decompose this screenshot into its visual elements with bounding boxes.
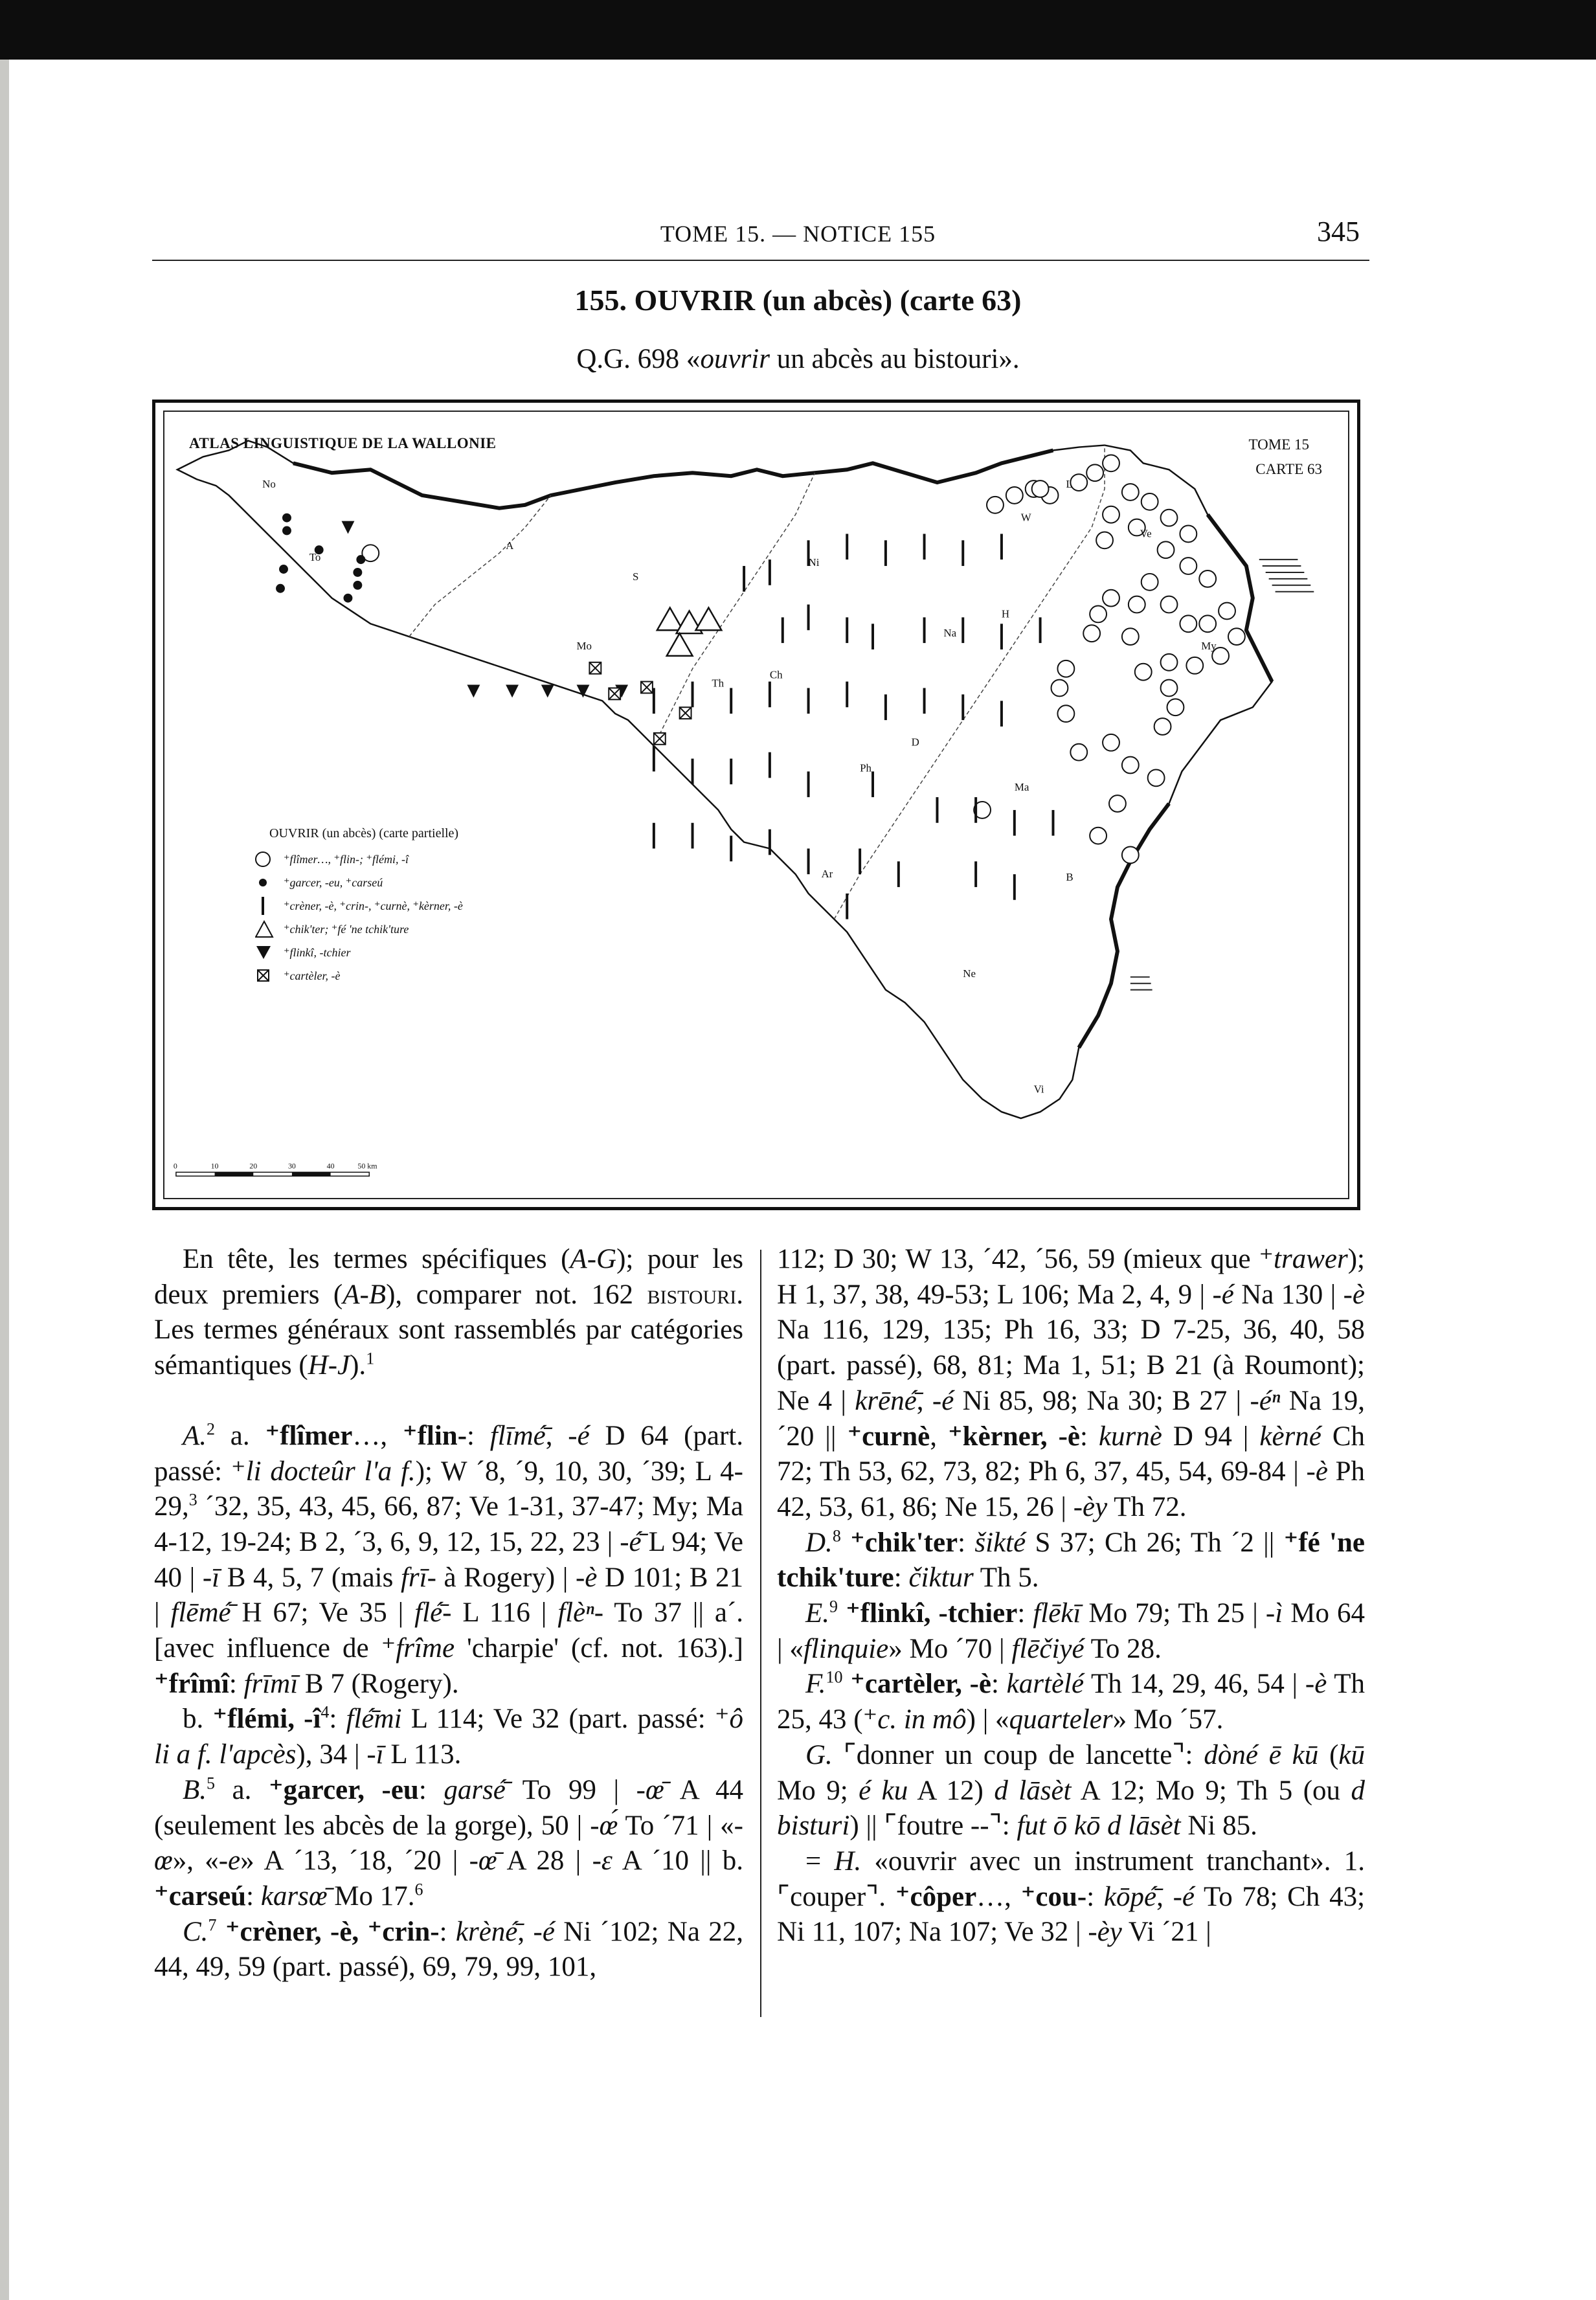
section-c-cont: 112; D 30; W 13, ´42, ´56, 59 (mieux que ⁺trawer); H 1, 37, 38, 49-53; L 106; Ma 2, 4, 9 | -é Na 130 | -è Na 116, 129, 135; Ph 16, 33; D 7-25, 36, 40, 58 (part. passé), 68, 81; Ma 1, 51; B 21 (à Roumont); Ne 4 | krēné̄, -é Ni 85, 98; Na 30; B 27 | -éⁿ Na 19, ´20 || ⁺curnè, ⁺kèrner, -è: kurnè D 94 | kèrné Ch 72; Th 53, 62, 73, 82; Ph 6, 37, 45, 54, 69-84 | -è Ph 42, 53, 61, 86; Ne 15, 26 | -èy Th 72. <box>777 1244 1366 1522</box>
triangle-symbols <box>657 608 721 656</box>
region-label: Ve <box>1140 527 1152 540</box>
map-carte-label: CARTE 63 <box>1255 461 1322 477</box>
region-label: Ne <box>963 967 976 980</box>
intro-paragraph: En tête, les termes spécifiques (A-G); pour les deux premiers (A-B), comparer not. 162 bistouri. Les termes généraux sont rassemblés par catégories sémantiques (H-J).$^1$ <box>154 1244 743 1381</box>
map-legend <box>255 826 463 987</box>
legend-row <box>255 918 463 941</box>
legend-row <box>255 871 463 894</box>
legend-label: ⁺cartèler, -è <box>284 969 341 982</box>
region-label: Ni <box>808 556 820 569</box>
northern-border <box>293 451 1053 508</box>
scale-label: 40 <box>326 1161 335 1171</box>
region-label: H <box>1001 607 1010 620</box>
legend-title: OUVRIR (un abcès) (carte partielle) <box>269 826 459 840</box>
map-tome-label: TOME 15 <box>1248 436 1309 453</box>
filled-dot-icon <box>255 873 277 892</box>
legend-label: ⁺flinkî, -tchier <box>284 945 351 959</box>
region-label: W <box>1020 511 1031 524</box>
section-d: D.$^8$ ⁺chik'ter: šikté S 37; Ch 26; Th ´2 || ⁺fé 'ne tchik'ture: čiktur Th 5. <box>777 1526 1366 1594</box>
scale-label: 20 <box>249 1161 258 1171</box>
region-label: My <box>1201 639 1217 652</box>
region-label: Ma <box>1014 781 1029 794</box>
legend-row <box>255 848 463 871</box>
bar-symbols <box>654 534 1053 919</box>
section-b: B.$^5$ a. ⁺garcer, -eu: garsé̄ To 99 | -œ̄ A 44 (seulement les abcès de la gorge), 50 | -œ́ To ´71 | «-œ», «-e» A ´13, ´18, ´20 | -œ̄ A 28 | -ɛ A ´10 || b. ⁺carseú: karsœ̄ Mo 17.$^6$ <box>154 1774 743 1911</box>
right-column <box>777 1242 1365 1950</box>
notice-title: 155. OUVRIR (un abcès) (carte 63) <box>574 284 1022 317</box>
header-rule <box>152 260 1369 261</box>
open-circle-icon <box>255 850 277 869</box>
left-column <box>154 1242 743 1985</box>
atlas-title: ATLAS LINGUISTIQUE DE LA WALLONIE <box>189 435 497 451</box>
section-a: A.$^2$ a. ⁺flîmer…, ⁺flin-: flīmé̄, -é D 64 (part. passé: ⁺li docteûr l'a f.); W ´8, ´9, 10, 30, ´39; L 4-29,$^3$ ´32, 35, 43, 45, 66, 87; Ve 1-31, 37-47; My; Ma 4-12, 19-24; B 2, ´3, 6, 9, 12, 15, 22, 23 | -é̄ L 94; Ve 40 | -ī B 4, 5, 7 (mais frī- à Rogery) | -è D 101; B 21 | flēmé̄ H 67; Ve 35 | flé̄- L 116 | flèⁿ- To 37 || a´. [avec influence de ⁺frîme 'charpie' (cf. not. 163).] ⁺frîmî: frīmī B 7 (Rogery). <box>154 1419 744 1699</box>
legend-label: ⁺garcer, -eu, ⁺carseú <box>284 875 383 889</box>
legend-label: ⁺crèner, -è, ⁺crin-, ⁺curnè, ⁺kèrner, -è <box>284 899 463 912</box>
section-c: C.$^7$ ⁺crèner, -è, ⁺crin-: krèné̄, -é Ni ´102; Na 22, 44, 49, 59 (part. passé), 69, 79, 99, 101, <box>154 1915 744 1983</box>
region-label: Th <box>712 677 725 690</box>
circle-symbols <box>362 455 1245 863</box>
legend-row <box>255 964 463 987</box>
legend-label: ⁺chik'ter; ⁺fé 'ne tchik'ture <box>284 922 409 936</box>
section-h: = H. «ouvrir avec un instrument tranchant». 1. ⌜couper⌝. ⁺côper…, ⁺cou-: kōpé̄, -é To 78; Ch 43; Ni 11, 107; Na 107; Ve 32 | -èy Vi ´21 | <box>777 1845 1366 1948</box>
scale-label: 10 <box>210 1161 219 1171</box>
section-f: F.$^{10}$ ⁺cartèler, -è: kartèlé Th 14, 29, 46, 54 | -è Th 25, 43 (⁺c. in mô) | «quarteler» Mo ´57. <box>777 1668 1365 1735</box>
region-label: A <box>506 539 514 552</box>
scale-label: 50 km <box>357 1161 377 1171</box>
map-drawing <box>164 412 1348 1198</box>
province-boundary <box>409 495 551 637</box>
region-labels <box>262 478 1217 1095</box>
region-label: To <box>309 551 321 564</box>
region-label: Ph <box>860 761 871 774</box>
section-g: G. ⌜donner un coup de lancette⌝: dòné ē kū (kū Mo 9; é ku A 12) d lāsèt A 12; Mo 9; Th 5 (ou d bisturi) || ⌜foutre --⌝: fut ō kō d lāsèt Ni 85. <box>777 1739 1365 1842</box>
down-triangle-symbols <box>342 521 629 698</box>
region-label: Mo <box>576 639 592 652</box>
region-label: Na <box>943 627 957 640</box>
region-label: Ar <box>821 868 833 881</box>
page-number: 345 <box>1317 216 1360 247</box>
region-label: D <box>911 736 919 749</box>
filled-down-triangle-icon <box>255 943 277 962</box>
running-head: TOME 15. — NOTICE 155 <box>660 221 936 247</box>
scan-left-edge <box>0 60 9 2300</box>
question-line: Q.G. 698 «ouvrir un abcès au bistouri». <box>576 344 1020 374</box>
region-label: L <box>1066 478 1073 491</box>
region-label: No <box>262 478 276 491</box>
crossed-square-icon <box>255 966 277 986</box>
section-e: E.$^9$ ⁺flinkî, -tchier: flēkī Mo 79; Th 25 | -ì Mo 64 | «flinquie» Mo ´70 | flēčiyé To 28. <box>777 1597 1366 1664</box>
region-label: Ch <box>769 668 783 681</box>
scan-top-band <box>0 0 1596 60</box>
scale-label: 0 <box>173 1161 177 1171</box>
section-a-b: b. ⁺flémi, $-î^4$: flé̄mi L 114; Ve 32 (part. passé: ⁺ô li a f. l'apcès), 34 | -ī L 113. <box>154 1703 744 1770</box>
scale-label: 30 <box>287 1161 296 1171</box>
scale-labels <box>174 1161 377 1170</box>
scale-bar <box>176 1172 369 1176</box>
region-label: B <box>1066 871 1073 884</box>
province-boundary <box>654 473 815 746</box>
region-label: Vi <box>1033 1083 1044 1096</box>
map-inner-border <box>163 411 1349 1199</box>
legend-row <box>255 941 463 964</box>
vertical-bar-icon <box>255 896 277 916</box>
region-label: S <box>633 570 639 583</box>
legend-row <box>255 894 463 918</box>
legend-label: ⁺flîmer…, ⁺flin-; ⁺flémi, -î <box>284 852 409 866</box>
open-triangle-icon <box>255 919 277 939</box>
map-frame <box>152 400 1360 1210</box>
column-rule <box>760 1250 761 2017</box>
